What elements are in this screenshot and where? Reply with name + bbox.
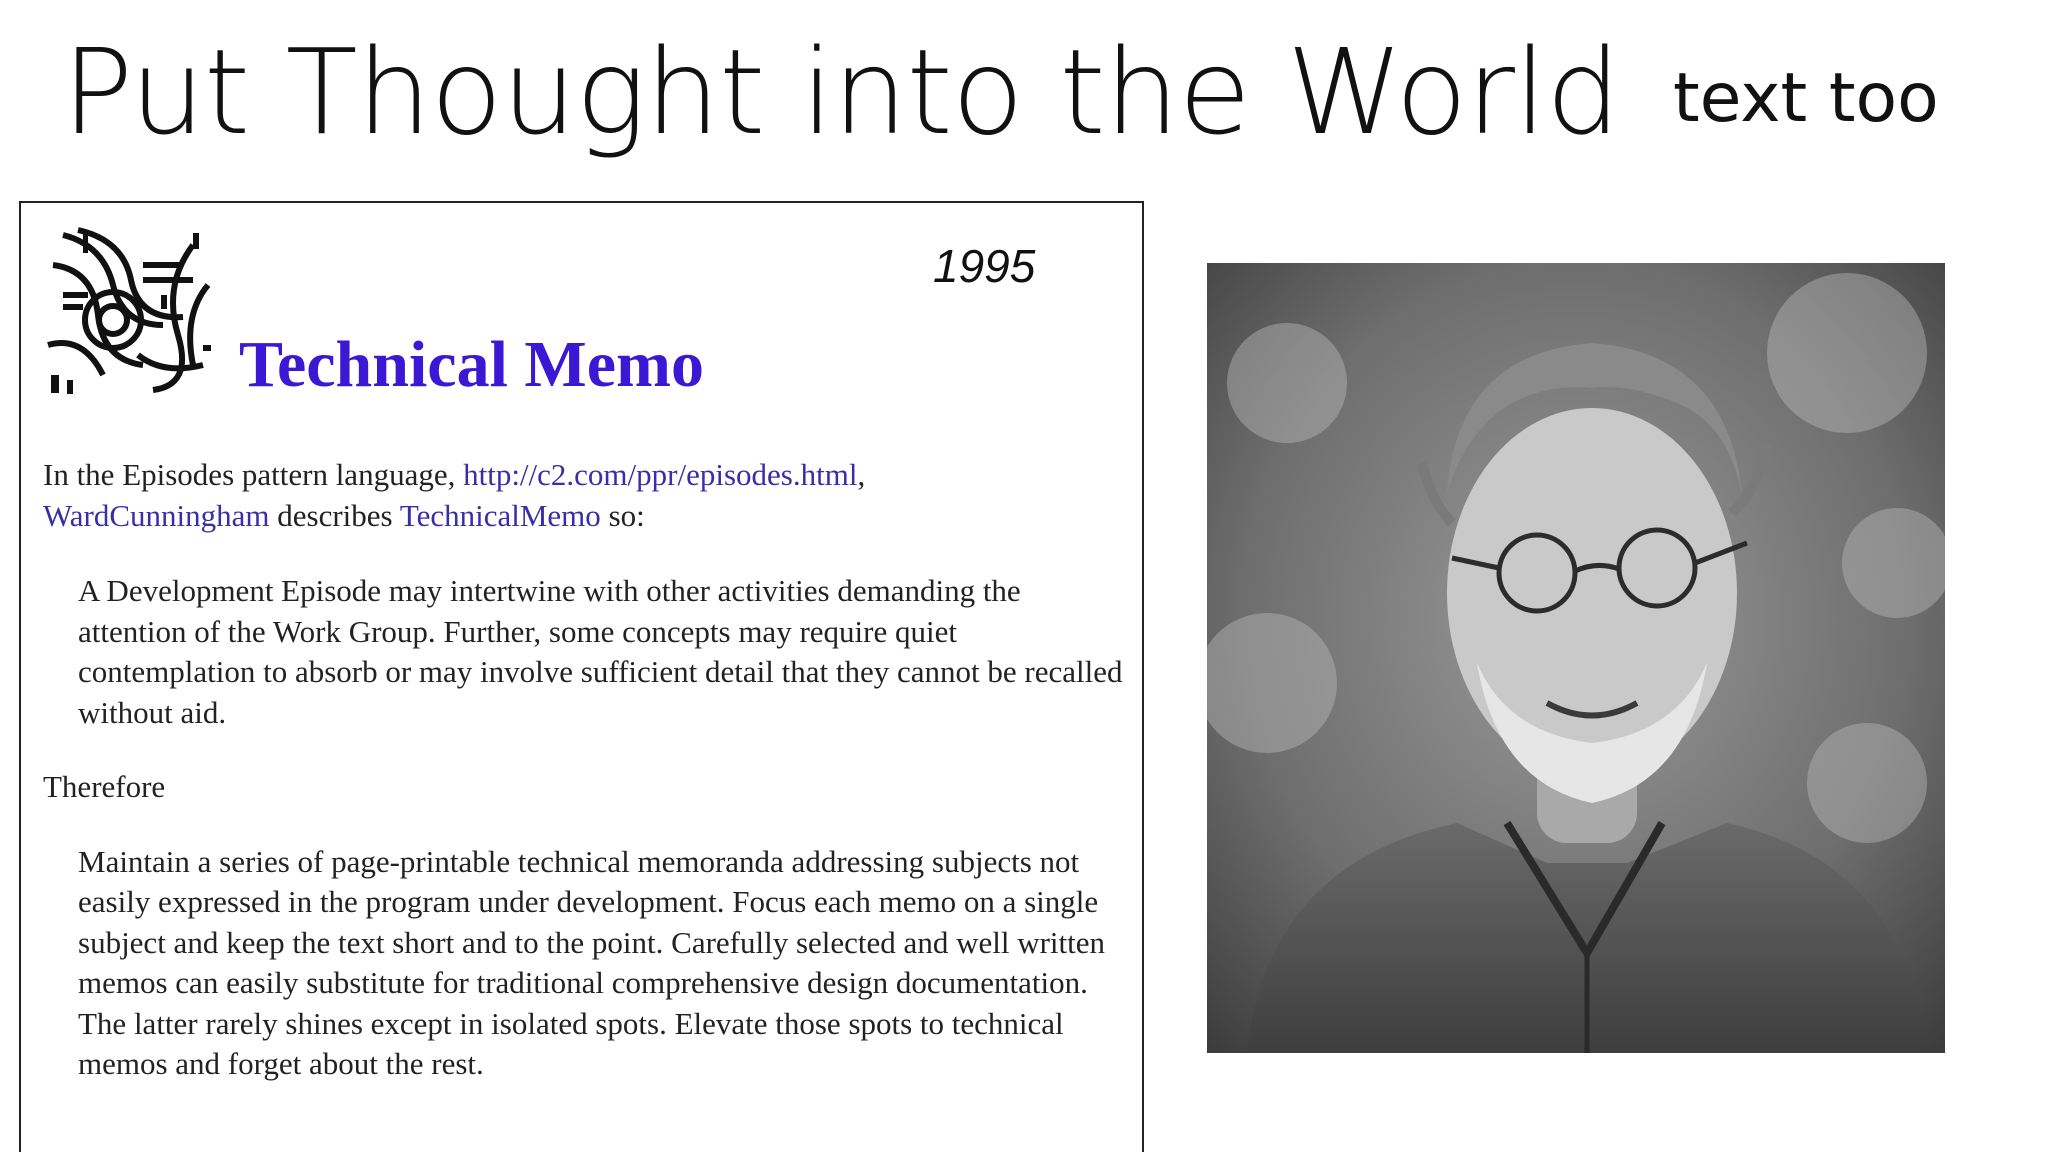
- memo-heading: Technical Memo: [239, 328, 704, 401]
- c2-wiki-logo-icon: [43, 225, 215, 397]
- year-label: 1995: [933, 240, 1036, 292]
- side-note: text too: [1673, 59, 1939, 138]
- intro-prefix: In the Episodes pattern language,: [43, 457, 464, 492]
- therefore-label: Therefore: [43, 769, 166, 804]
- intro-middle: describes: [269, 497, 400, 533]
- intro-comma: ,: [857, 457, 866, 492]
- author-link[interactable]: WardCunningham: [43, 497, 270, 533]
- episodes-url-link[interactable]: http://c2.com/ppr/episodes.html: [463, 457, 858, 492]
- slide-title: Put Thought into the World: [62, 23, 1620, 161]
- intro-suffix: so:: [600, 497, 645, 533]
- portrait-photo: [1207, 263, 1945, 1053]
- context-paragraph: A Development Episode may intertwine with other activities demanding the attention of the Work Group. Further, some concepts may require quiet contemplation to absorb or may involve sufficient detail that they cannot be recalled without aid.: [78, 573, 1123, 730]
- technical-memo-link[interactable]: TechnicalMemo: [399, 497, 601, 533]
- intro-paragraph: [43, 455, 1128, 536]
- memo-screenshot: [19, 201, 1144, 1152]
- solution-paragraph: Maintain a series of page-printable technical memoranda addressing subjects not easily expressed in the program under development. Focus each memo on a single subject and keep the text short and to the point. Carefully selected and well written memos can easily substitute for traditional comprehensive design documentation. The latter rarely shines except in isolated spots. Elevate those spots to technical memos and forget about the rest.: [78, 843, 1105, 1081]
- memo-body: [43, 455, 1128, 1119]
